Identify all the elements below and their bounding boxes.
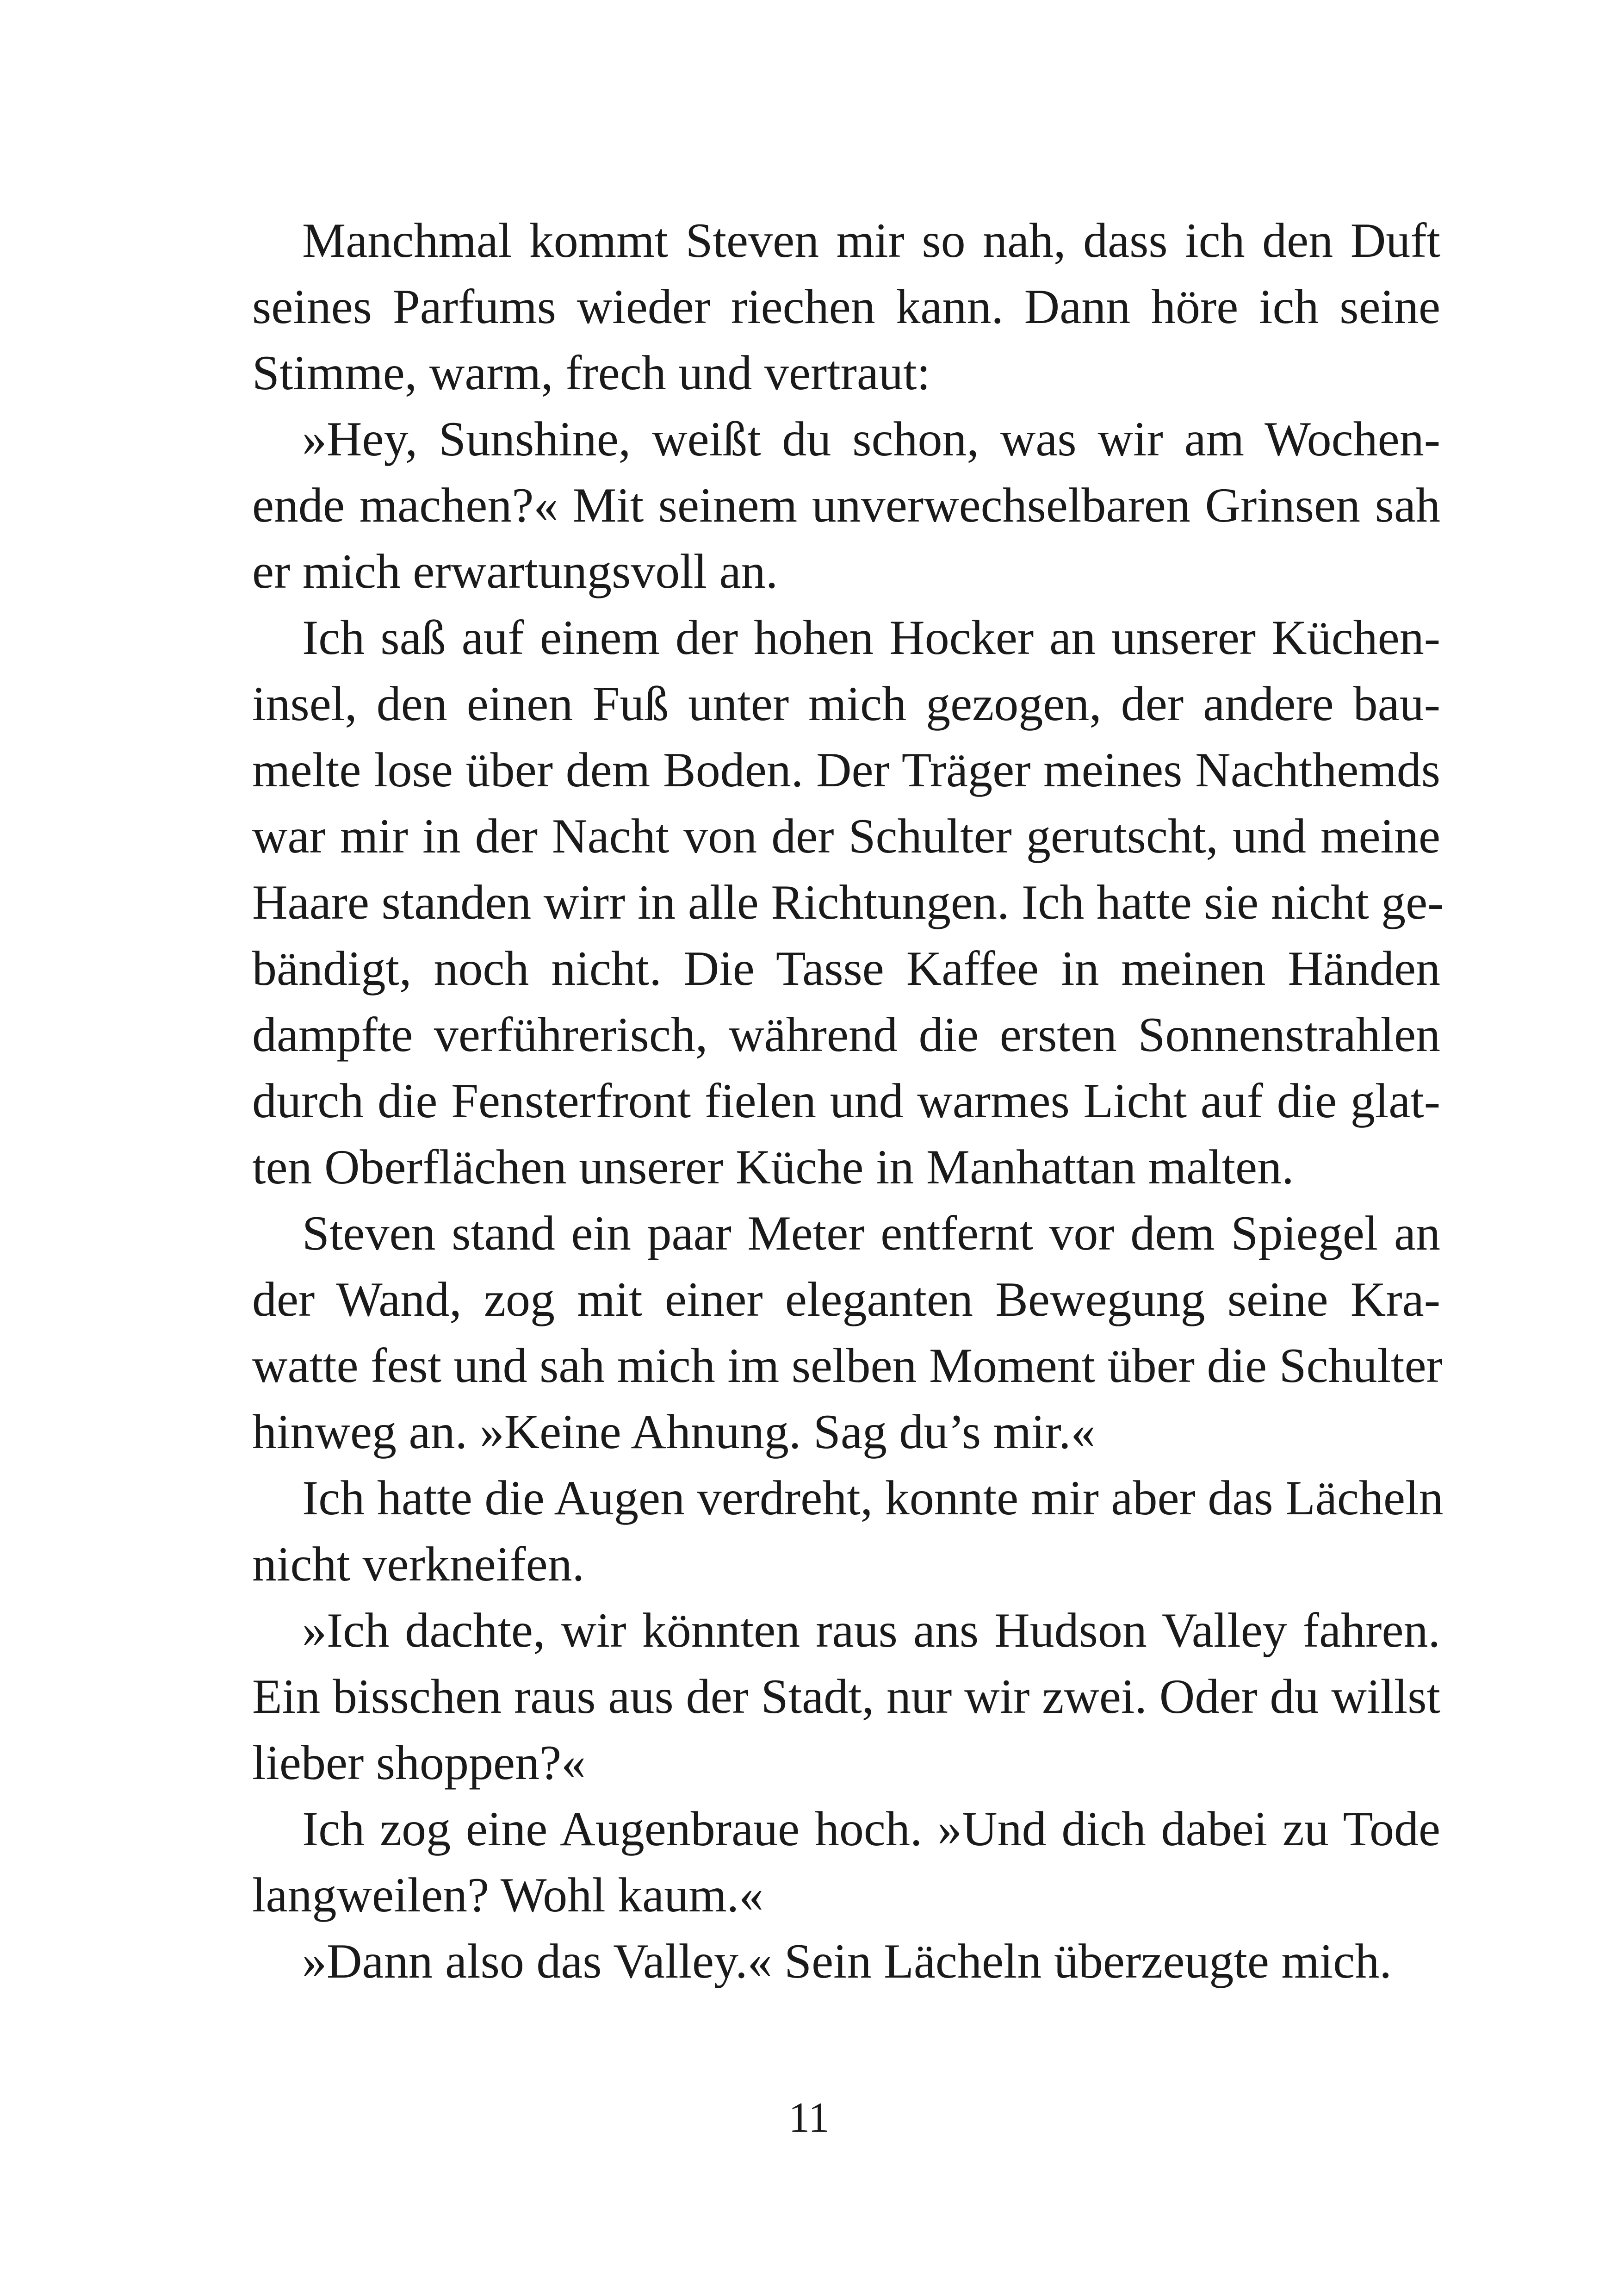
paragraph <box>252 1796 1440 1928</box>
text-line: Ich saß auf einem der hohen Hocker an unserer Küchen- <box>302 610 1440 665</box>
text-line: ten Oberflächen unserer Küche in Manhattan malten. <box>252 1140 1294 1194</box>
paragraph <box>252 1597 1440 1796</box>
paragraph <box>252 1465 1444 1597</box>
text-line: Ich zog eine Augenbraue hoch. »Und dich dabei zu Tode <box>302 1802 1440 1856</box>
text-line: »Dann also das Valley.« Sein Lächeln überzeugte mich. <box>302 1934 1392 1988</box>
text-line: Ich hatte die Augen verdreht, konnte mir aber das Lächeln <box>302 1471 1444 1525</box>
text-line: watte fest und sah mich im selben Moment über die Schulter <box>252 1338 1443 1393</box>
text-line: der Wand, zog mit einer eleganten Bewegung seine Kra- <box>252 1272 1440 1326</box>
text-line: hinweg an. »Keine Ahnung. Sag du’s mir.« <box>252 1405 1096 1459</box>
paragraph <box>252 1928 1440 1994</box>
text-line: Steven stand ein paar Meter entfernt vor dem Spiegel an <box>302 1206 1440 1260</box>
text-line: insel, den einen Fuß unter mich gezogen, der andere bau- <box>252 677 1440 731</box>
paragraph <box>252 207 1440 406</box>
text-line: er mich erwartungsvoll an. <box>252 544 778 598</box>
paragraph <box>252 604 1444 1200</box>
text-line: langweilen? Wohl kaum.« <box>252 1868 764 1922</box>
paragraph <box>252 1200 1443 1465</box>
text-line: Haare standen wirr in alle Richtungen. Ich hatte sie nicht ge- <box>252 875 1444 929</box>
text-line: durch die Fensterfront fielen und warmes Licht auf die glat- <box>252 1074 1440 1128</box>
text-line: Ein bisschen raus aus der Stadt, nur wir zwei. Oder du willst <box>252 1669 1440 1724</box>
text-line: »Ich dachte, wir könnten raus ans Hudson Valley fahren. <box>302 1603 1440 1657</box>
text-line: Stimme, warm, frech und vertraut: <box>252 346 930 400</box>
body-text <box>252 207 1444 1994</box>
text-line: seines Parfums wieder riechen kann. Dann höre ich seine <box>252 280 1440 334</box>
text-line: bändigt, noch nicht. Die Tasse Kaffee in meinen Händen <box>252 941 1440 996</box>
paragraph <box>252 406 1440 604</box>
text-line: melte lose über dem Boden. Der Träger meines Nachthemds <box>252 743 1440 797</box>
page-number: 11 <box>788 2094 830 2141</box>
text-line: dampfte verführerisch, während die ersten Sonnenstrahlen <box>252 1008 1440 1062</box>
text-line: lieber shoppen?« <box>252 1736 586 1790</box>
text-line: Manchmal kommt Steven mir so nah, dass ich den Duft <box>302 213 1440 268</box>
text-line: »Hey, Sunshine, weißt du schon, was wir am Wochen- <box>302 412 1440 466</box>
text-line: war mir in der Nacht von der Schulter gerutscht, und meine <box>252 809 1440 863</box>
text-line: ende machen?« Mit seinem unverwechselbaren Grinsen sah <box>252 478 1440 532</box>
text-line: nicht verkneifen. <box>252 1537 585 1591</box>
